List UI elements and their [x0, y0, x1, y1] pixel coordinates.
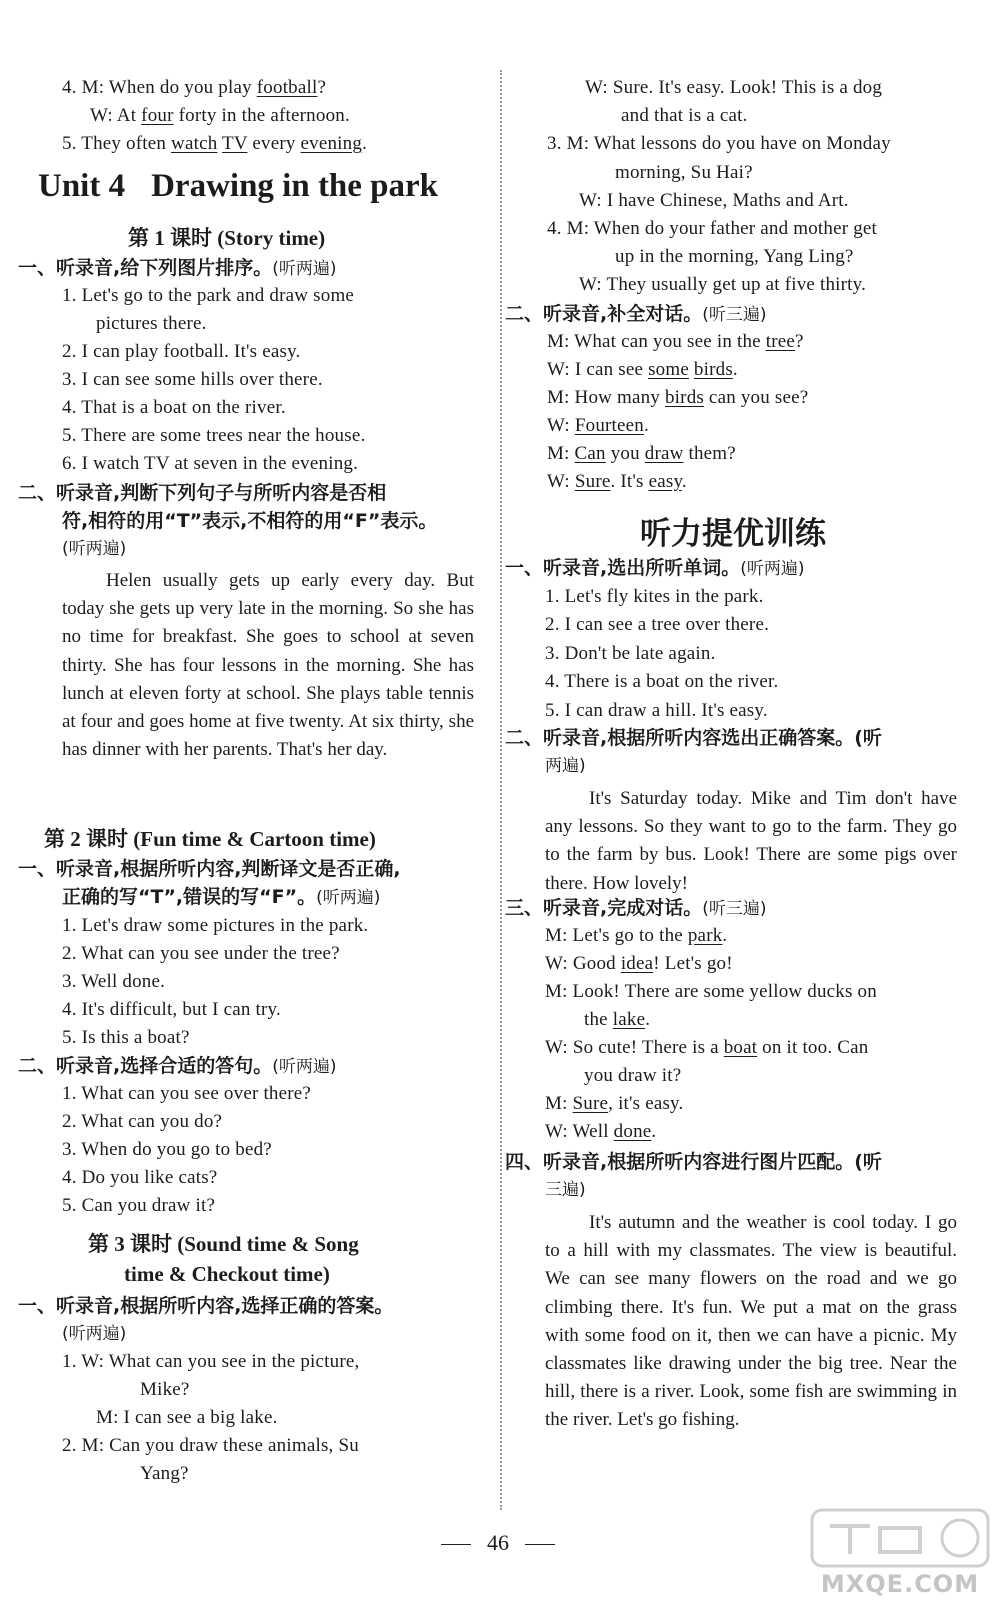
watermark-logo-icon	[810, 1508, 990, 1568]
list-item: 1. Let's draw some pictures in the park.	[62, 915, 369, 936]
dialogue-line: W: So cute! There is a boat on it too. Can	[545, 1037, 869, 1058]
list-item: 4. There is a boat on the river.	[545, 671, 779, 693]
dialogue-line: W: They usually get up at five thirty.	[579, 274, 867, 296]
dialogue-line: W: I can see some birds.	[547, 359, 738, 380]
dialogue-line: the lake.	[584, 1009, 651, 1030]
section-note: (听两遍)	[62, 1324, 127, 1344]
dialogue-line: up in the morning, Yang Ling?	[615, 246, 854, 268]
dialogue-line: M: How many birds can you see?	[547, 387, 809, 408]
section-heading: 一、听录音,根据所听内容,选择正确的答案。	[18, 1295, 394, 1317]
dialogue-line: and that is a cat.	[621, 105, 748, 127]
section-heading-line2: 两遍)	[545, 756, 586, 776]
section-heading: 二、听录音,补全对话。(听三遍)	[505, 303, 767, 325]
list-item: 2. I can play football. It's easy.	[62, 341, 301, 362]
lesson-3-title-line2: time & Checkout time)	[124, 1262, 330, 1286]
text-line: W: At four forty in the afternoon.	[90, 105, 350, 126]
text-line: 5. They often watch TV every evening.	[62, 133, 368, 154]
list-item: 5. There are some trees near the house.	[62, 425, 366, 446]
dialogue-line: 3. M: What lessons do you have on Monday	[547, 133, 891, 155]
list-item: 6. I watch TV at seven in the evening.	[62, 453, 359, 474]
lesson-1-title: 第 1 课时 (Story time)	[128, 226, 326, 250]
lesson-2-title: 第 2 课时 (Fun time & Cartoon time)	[44, 827, 376, 851]
list-item: 1. W: What can you see in the picture,	[62, 1351, 360, 1372]
dialogue-line: M: Look! There are some yellow ducks on	[545, 981, 877, 1002]
section-heading: 二、听录音,选择合适的答句。(听两遍)	[18, 1055, 337, 1077]
passage-farm: It's Saturday today. Mike and Tim don't have any lessons. So they want to go to the farm. They go to the farm by bus. Look! There are some pigs over there. How lovely!	[545, 788, 957, 894]
unit-number: Unit 4	[38, 168, 126, 204]
dialogue-line: W: Sure. It's easy.	[547, 471, 687, 492]
list-item: Mike?	[140, 1379, 190, 1400]
watermark-url: MXQE.COM	[820, 1570, 980, 1598]
section-heading: 一、听录音,选出所听单词。(听两遍)	[505, 557, 805, 579]
list-item: 2. I can see a tree over there.	[545, 614, 770, 636]
watermark	[810, 1508, 990, 1598]
list-item: 4. Do you like cats?	[62, 1167, 218, 1188]
section-heading: 一、听录音,根据所听内容,判断译文是否正确,	[18, 858, 401, 880]
column-divider	[500, 70, 502, 1510]
section-heading: 二、听录音,判断下列句子与所听内容是否相	[18, 482, 387, 504]
dialogue-line: W: I have Chinese, Maths and Art.	[579, 189, 849, 211]
dialogue-line: W: Sure. It's easy. Look! This is a dog	[585, 77, 883, 98]
list-item: 1. Let's go to the park and draw some	[62, 285, 355, 306]
list-item: M: I can see a big lake.	[96, 1407, 278, 1428]
list-item: pictures there.	[96, 313, 207, 334]
lesson-3-title: 第 3 课时 (Sound time & Song	[88, 1232, 359, 1256]
dialogue-line: 4. M: When do your father and mother get	[547, 218, 878, 239]
dialogue-line: W: Good idea! Let's go!	[545, 953, 733, 974]
list-item: 5. I can draw a hill. It's easy.	[545, 699, 768, 721]
list-item: 3. Don't be late again.	[545, 642, 716, 664]
section-heading: 一、听录音,给下列图片排序。(听两遍)	[18, 257, 337, 279]
section-heading-line2: 正确的写“T”,错误的写“F”。(听两遍)	[62, 886, 381, 908]
list-item: 2. What can you see under the tree?	[62, 943, 340, 964]
list-item: 3. When do you go to bed?	[62, 1139, 272, 1160]
section-heading-line2: 符,相符的用“T”表示,不相符的用“F”表示。	[62, 510, 438, 532]
list-item: 5. Is this a boat?	[62, 1027, 190, 1048]
text-line: 4. M: When do you play football?	[62, 77, 327, 98]
dialogue-line: morning, Su Hai?	[615, 161, 753, 183]
section-heading: 二、听录音,根据所听内容选出正确答案。(听	[505, 727, 882, 749]
list-item: 5. Can you draw it?	[62, 1195, 216, 1216]
section-heading: 三、听录音,完成对话。(听三遍)	[505, 897, 767, 919]
list-item: 1. What can you see over there?	[62, 1083, 312, 1104]
unit-title	[38, 168, 438, 205]
dialogue-line: M: What can you see in the tree?	[547, 331, 804, 352]
list-item: 1. Let's fly kites in the park.	[545, 586, 764, 607]
page-number: 46	[0, 1530, 996, 1556]
passage-autumn: It's autumn and the weather is cool today. I go to a hill with my classmates. The view is beautiful. We can see many flowers on the road and we go climbing there. It's fun. We put a mat on the grass with some food on it, then we can have a picnic. My classmates like drawing under the big tree. Near the hill, there is a river. Look, some fish are swimming in the river. Let's go fishing.	[545, 1212, 957, 1431]
list-item: Yang?	[140, 1463, 189, 1484]
dialogue-line: you draw it?	[584, 1065, 682, 1086]
dialogue-line: M: Let's go to the park.	[545, 925, 728, 946]
section-note: (听两遍)	[62, 539, 127, 559]
section-heading: 四、听录音,根据所听内容进行图片匹配。(听	[505, 1151, 882, 1173]
dialogue-line: W: Well done.	[545, 1121, 657, 1142]
section-heading-line2: 三遍)	[545, 1180, 586, 1200]
dialogue-line: M: Sure, it's easy.	[545, 1093, 684, 1114]
unit-name: Drawing in the park	[151, 168, 439, 204]
list-item: 3. I can see some hills over there.	[62, 369, 323, 390]
list-item: 2. M: Can you draw these animals, Su	[62, 1435, 359, 1456]
list-item: 3. Well done.	[62, 971, 166, 992]
dialogue-line: M: Can you draw them?	[547, 443, 736, 464]
section-title: 听力提优训练	[640, 516, 826, 552]
list-item: 4. It's difficult, but I can try.	[62, 999, 281, 1020]
list-item: 4. That is a boat on the river.	[62, 397, 286, 418]
list-item: 2. What can you do?	[62, 1111, 223, 1132]
passage-helen: Helen usually gets up early every day. But today she gets up very late in the morning. So she has no time for breakfast. She goes to school at seven thirty. She has four lessons in the morning. She has lunch at eleven forty at school. She plays table tennis at four and goes home at five twenty. At six thirty, she has dinner with her parents. That's her day.	[62, 570, 474, 761]
dialogue-line: W: Fourteen.	[547, 415, 649, 436]
